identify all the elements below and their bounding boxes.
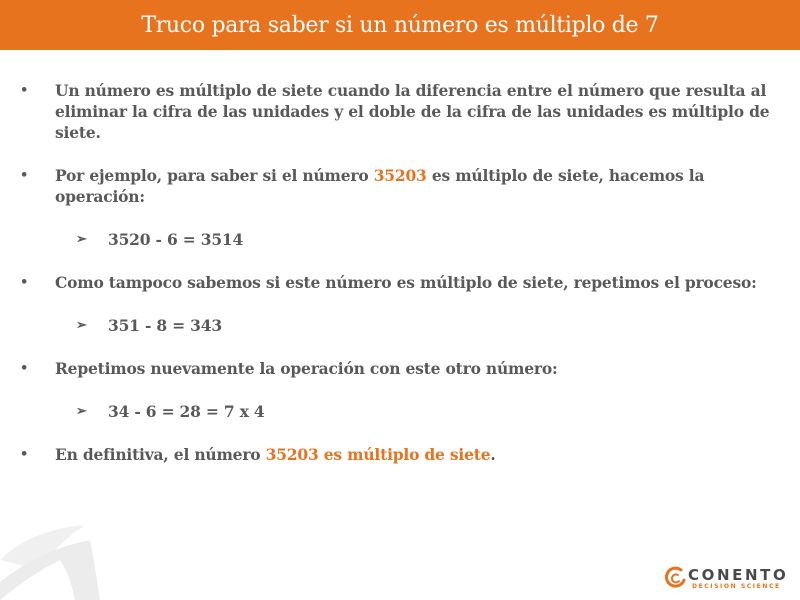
sub-item-text: 3520 - 6 = 3514: [108, 230, 244, 249]
conento-swirl-icon: [665, 566, 687, 590]
bullet-text: En definitiva, el número: [55, 445, 266, 464]
bullet-text: es múltiplo de siete, hacemos la operación:: [55, 166, 705, 206]
slide-content: [18, 80, 778, 465]
sub-item-step-1: [18, 229, 778, 250]
bullet-dot-icon: •: [19, 275, 29, 290]
arrow-bullet-icon: ➢: [76, 318, 87, 333]
bullet-dot-icon: •: [19, 447, 29, 462]
arrow-bullet-icon: ➢: [76, 404, 87, 419]
title-bar: [0, 0, 800, 50]
sub-item-text: 351 - 8 = 343: [108, 316, 222, 335]
bullet-text: .: [490, 445, 496, 464]
bullet-dot-icon: •: [19, 361, 29, 376]
bullet-text: Un número es múltiplo de siete cuando la diferencia entre el número que resulta al eliminar la cifra de las unidades y el doble de la cifra de las unidades es múltiplo de siete.: [55, 81, 770, 142]
highlighted-number: 35203: [373, 166, 427, 185]
bullet-text: Repetimos nuevamente la operación con este otro número:: [55, 359, 558, 378]
bullet-dot-icon: •: [19, 168, 29, 183]
bullet-text: Como tampoco sabemos si este número es múltiplo de siete, repetimos el proceso:: [55, 273, 757, 292]
logo-name: CONENTO: [688, 566, 789, 584]
slide-title: Truco para saber si un número es múltiplo de 7: [141, 12, 659, 38]
sub-item-text: 34 - 6 = 28 = 7 x 4: [108, 402, 265, 421]
highlighted-conclusion: 35203 es múltiplo de siete: [265, 445, 491, 464]
bullet-item-again: [18, 358, 778, 379]
paper-plane-watermark-icon: [0, 520, 110, 600]
bullet-dot-icon: •: [19, 83, 29, 98]
sub-item-step-2: [18, 315, 778, 336]
bullet-item-repeat: [18, 272, 778, 293]
conento-logo: [665, 566, 790, 592]
bullet-item-rule: [18, 80, 778, 143]
bullet-item-example: [18, 165, 778, 207]
arrow-bullet-icon: ➢: [76, 232, 87, 247]
bullet-text: Por ejemplo, para saber si el número: [55, 166, 374, 185]
bullet-item-conclusion: [18, 444, 778, 465]
logo-tagline: DECISION SCIENCE: [692, 583, 781, 590]
sub-item-step-3: [18, 401, 778, 422]
